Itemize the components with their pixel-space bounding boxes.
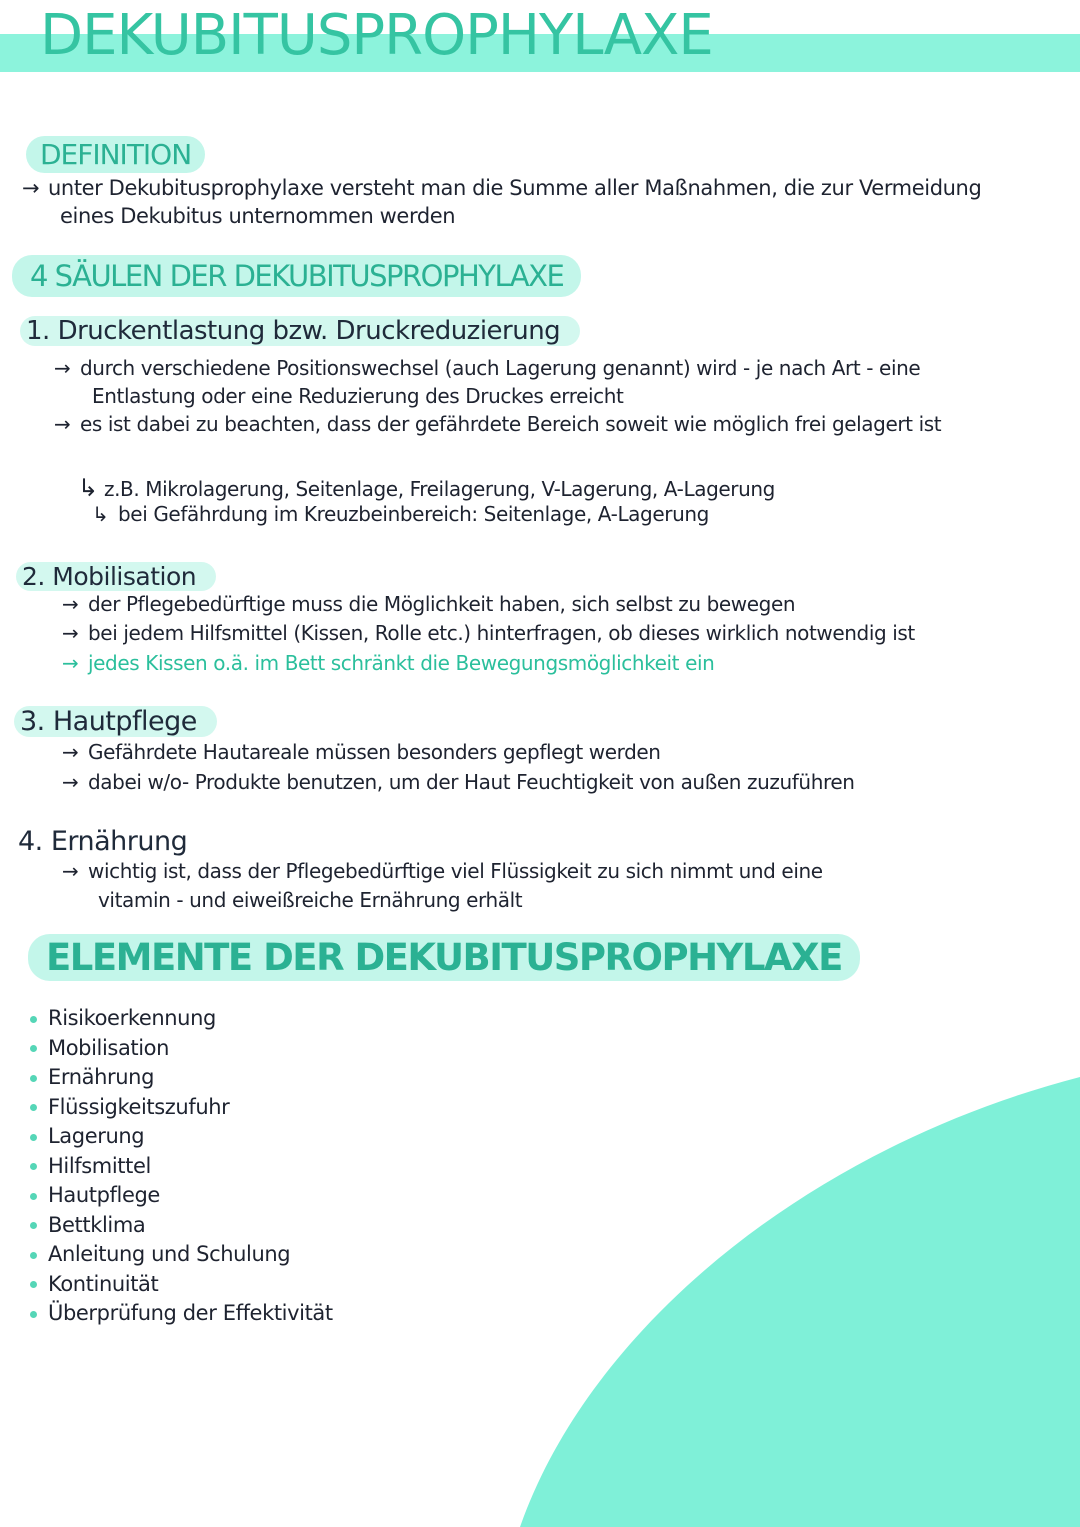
pillar-2-line-3: → jedes Kissen o.ä. im Bett schränkt die Bewegungsmöglichkeit ein	[62, 651, 715, 675]
pillar-1-line-3: → es ist dabei zu beachten, dass der gefährdete Bereich soweit wie möglich frei gelagert ist	[54, 412, 942, 436]
arrow-right-icon: →	[62, 621, 79, 645]
pillar-1-title: 1. Druckentlastung bzw. Druckreduzierung	[20, 316, 580, 346]
list-item: Hilfsmittel	[30, 1152, 333, 1182]
bullet-dot-icon	[30, 1222, 37, 1229]
pillar-2-title: 2. Mobilisation	[16, 562, 216, 591]
list-item: Lagerung	[30, 1122, 333, 1152]
bullet-dot-icon	[30, 1045, 37, 1052]
pillar-1-line-5: ↳ bei Gefährdung im Kreuzbeinbereich: Seitenlage, A-Lagerung	[92, 502, 709, 526]
arrow-right-icon: →	[62, 592, 79, 616]
definition-heading: DEFINITION	[26, 136, 205, 173]
elements-list	[30, 1004, 333, 1329]
return-arrow-icon: ↳	[92, 502, 109, 526]
pillar-2-line-2: → bei jedem Hilfsmittel (Kissen, Rolle etc.) hinterfragen, ob dieses wirklich notwendig ist	[62, 621, 915, 645]
list-item: Hautpflege	[30, 1181, 333, 1211]
pillar-4-line-1: → wichtig ist, dass der Pflegebedürftige viel Flüssigkeit zu sich nimmt und eine	[62, 859, 823, 883]
pillar-1-line-1: → durch verschiedene Positionswechsel (auch Lagerung genannt) wird - je nach Art - eine	[54, 356, 921, 380]
bullet-dot-icon	[30, 1311, 37, 1318]
list-item: Mobilisation	[30, 1034, 333, 1064]
arrow-right-icon: →	[54, 356, 71, 380]
bullet-dot-icon	[30, 1134, 37, 1141]
elements-heading: ELEMENTE DER DEKUBITUSPROPHYLAXE	[28, 934, 860, 981]
bullet-dot-icon	[30, 1163, 37, 1170]
arrow-right-icon: →	[62, 651, 79, 675]
return-arrow-icon: ↳	[78, 474, 98, 502]
pillars-heading: 4 SÄULEN DER DEKUBITUSPROPHYLAXE	[12, 255, 581, 297]
list-item: Überprüfung der Effektivität	[30, 1299, 333, 1329]
list-item: Risikoerkennung	[30, 1004, 333, 1034]
arrow-right-icon: →	[54, 412, 71, 436]
pillar-4-line-2: vitamin - und eiweißreiche Ernährung erhält	[98, 888, 523, 912]
arrow-right-icon: →	[62, 859, 79, 883]
definition-line-1: → unter Dekubitusprophylaxe versteht man die Summe aller Maßnahmen, die zur Vermeidung	[22, 176, 982, 200]
bullet-dot-icon	[30, 1016, 37, 1023]
pillar-3-line-1: → Gefährdete Hautareale müssen besonders gepflegt werden	[62, 740, 661, 764]
list-item: Flüssigkeitszufuhr	[30, 1093, 333, 1123]
pillar-3-line-2: → dabei w/o- Produkte benutzen, um der Haut Feuchtigkeit von außen zuzuführen	[62, 770, 855, 794]
bullet-dot-icon	[30, 1252, 37, 1259]
page-title: DEKUBITUSPROPHYLAXE	[40, 3, 713, 68]
bullet-dot-icon	[30, 1104, 37, 1111]
pillar-2-line-1: → der Pflegebedürftige muss die Möglichkeit haben, sich selbst zu bewegen	[62, 592, 796, 616]
arrow-right-icon: →	[62, 740, 79, 764]
list-item: Anleitung und Schulung	[30, 1240, 333, 1270]
list-item: Ernährung	[30, 1063, 333, 1093]
definition-line-2: eines Dekubitus unternommen werden	[60, 204, 456, 228]
bullet-dot-icon	[30, 1075, 37, 1082]
list-item: Kontinuität	[30, 1270, 333, 1300]
bullet-dot-icon	[30, 1281, 37, 1288]
decorative-corner-blob	[480, 1077, 1080, 1527]
arrow-right-icon: →	[22, 176, 40, 200]
pillar-3-title: 3. Hautpflege	[14, 706, 217, 737]
arrow-right-icon: →	[62, 770, 79, 794]
pillar-1-line-2: Entlastung oder eine Reduzierung des Druckes erreicht	[92, 384, 624, 408]
pillar-4-title: 4. Ernährung	[18, 826, 188, 857]
bullet-dot-icon	[30, 1193, 37, 1200]
list-item: Bettklima	[30, 1211, 333, 1241]
pillar-1-line-4: ↳ z.B. Mikrolagerung, Seitenlage, Freilagerung, V-Lagerung, A-Lagerung	[78, 474, 775, 502]
